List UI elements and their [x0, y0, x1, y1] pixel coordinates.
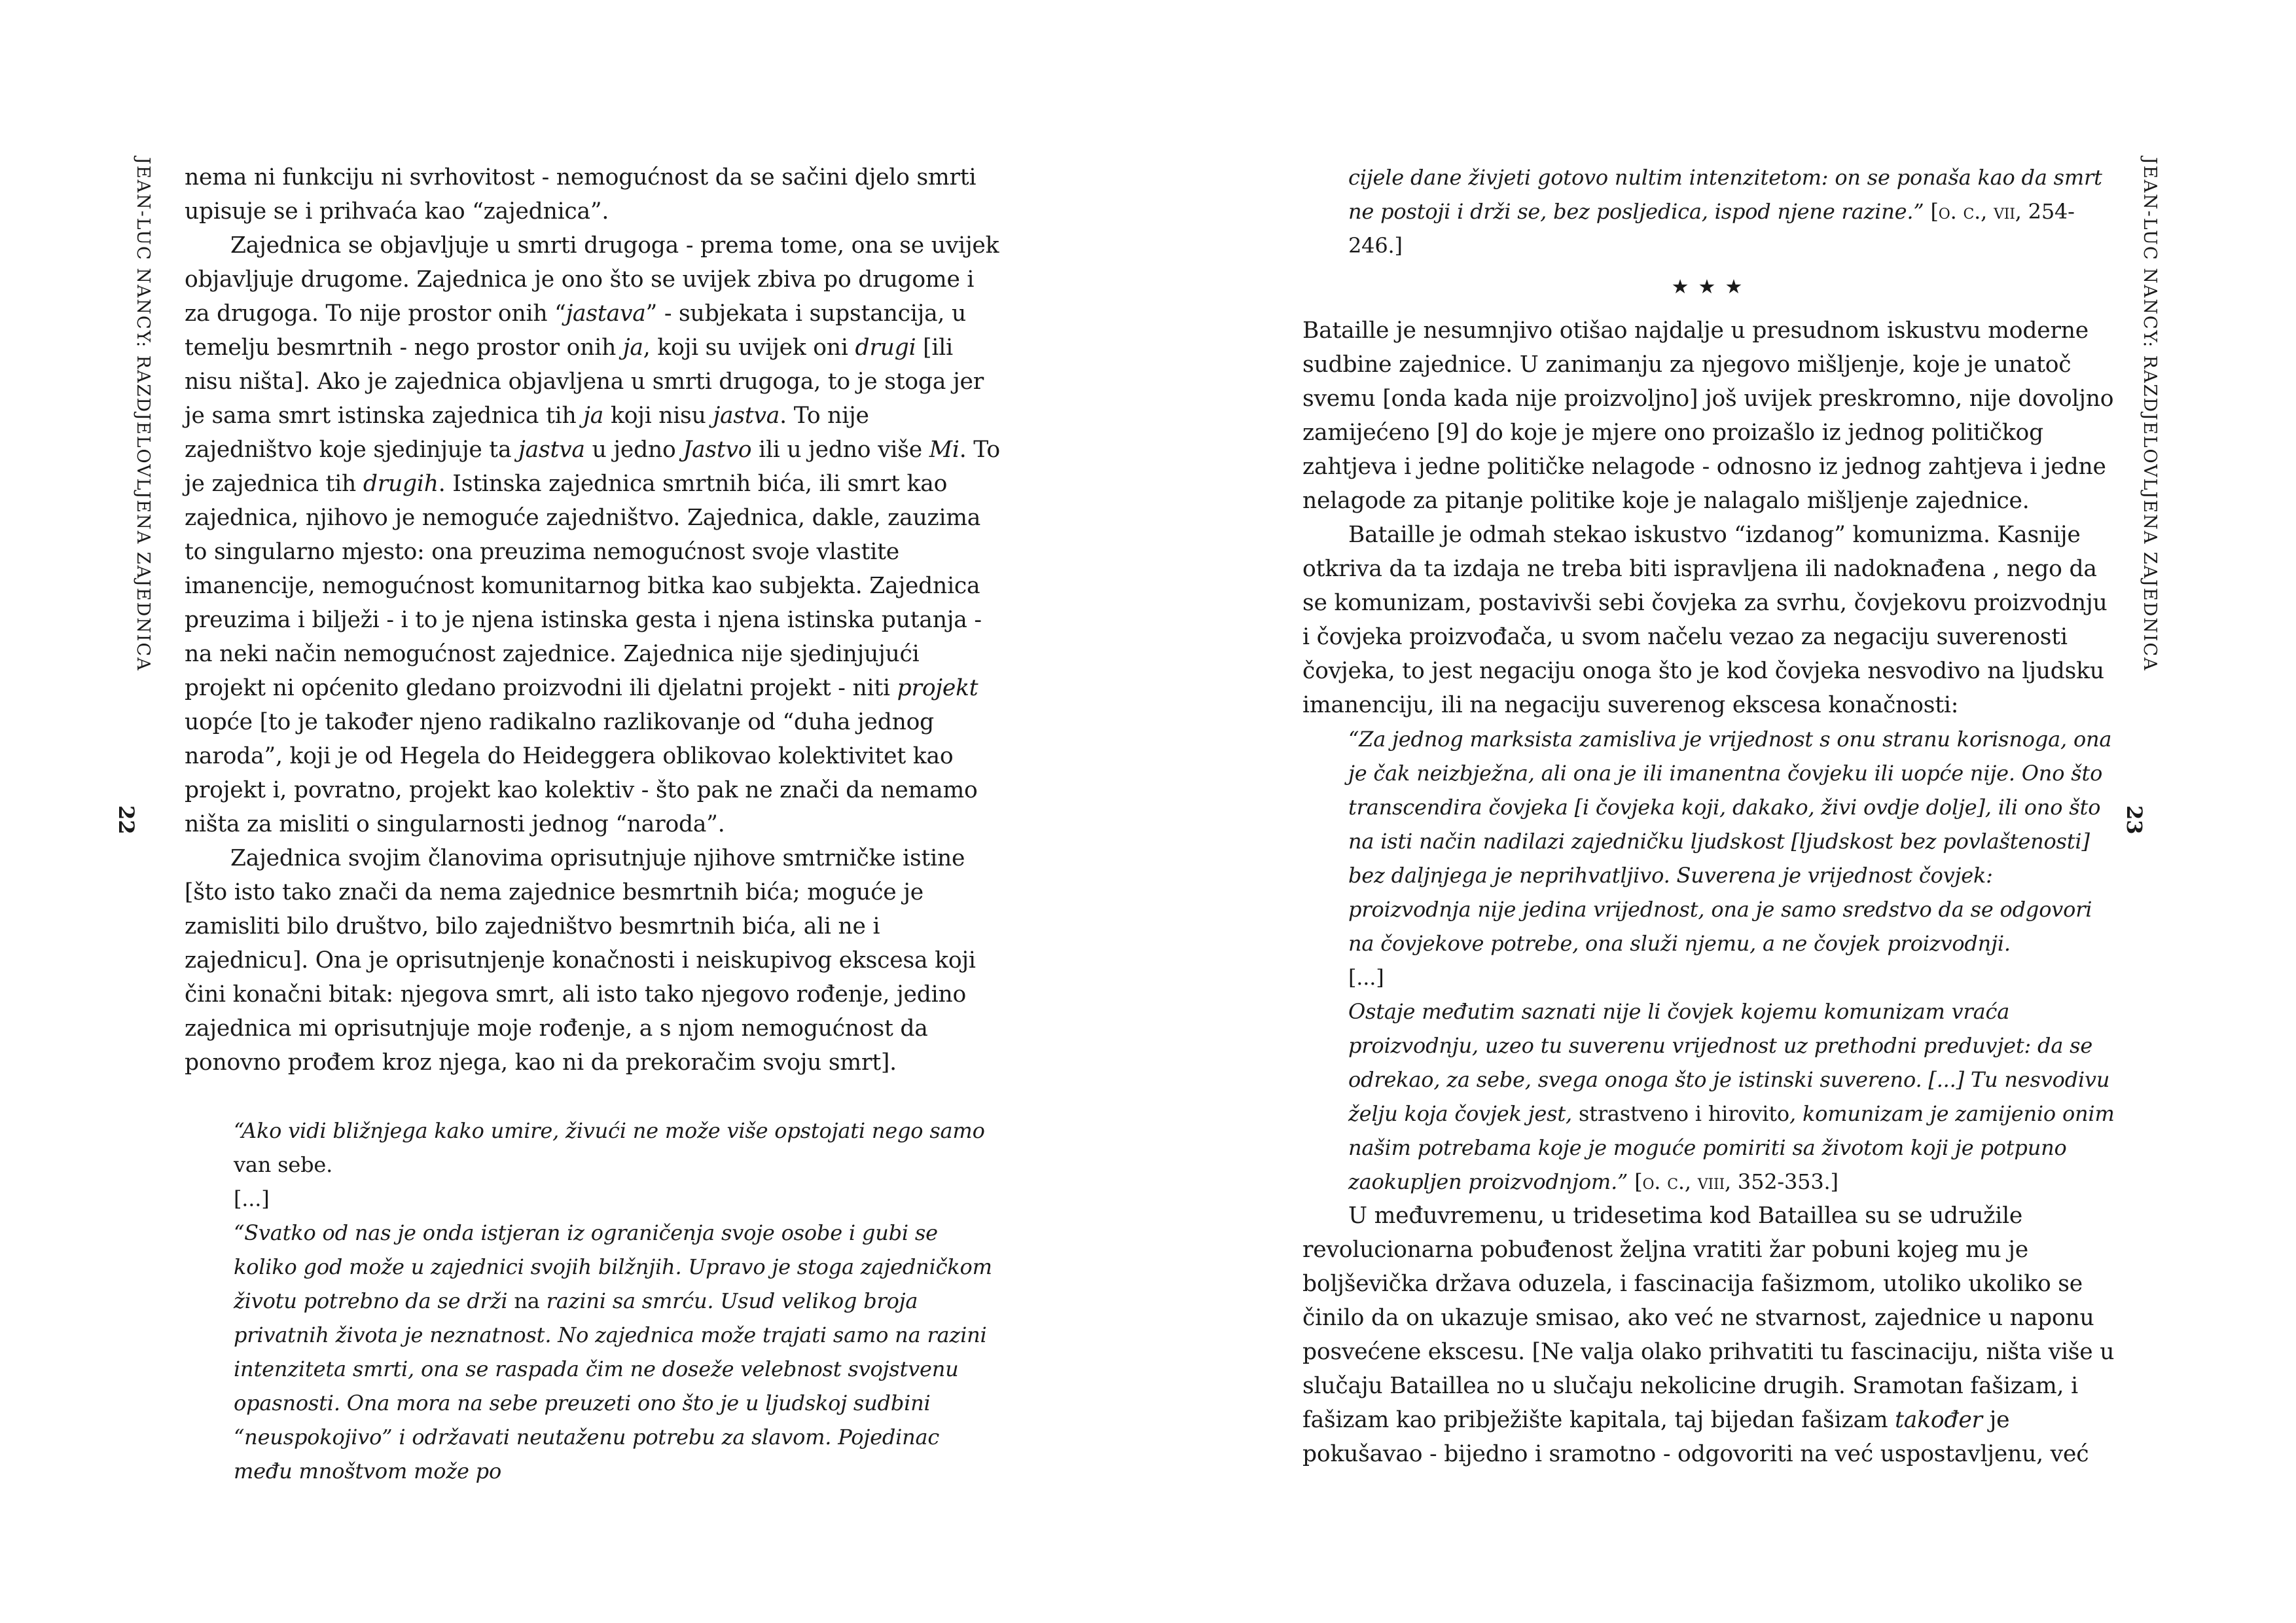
blockquote-ellipsis: [...]: [234, 1186, 270, 1211]
left-page-text: [185, 160, 1003, 1488]
text-run: “Ako vidi bližnjega kako umire, živući ne može više opstojati nego samo: [234, 1118, 985, 1143]
text-run: . To je zajednica tih: [185, 437, 1000, 497]
blockquote-ellipsis-right: [...]: [1348, 965, 1384, 990]
text-run: drugih: [363, 471, 439, 497]
blockquote-bataille-1: [185, 1114, 1003, 1182]
text-run: van sebe.: [234, 1152, 333, 1177]
text-run: drugi: [855, 335, 916, 361]
text-run: ja: [583, 403, 604, 429]
text-run: Zajednica se objavljuje u smrti drugoga - prema tome, ona se uvijek objavljuje drugome. Zajednica je ono što se uvijek zbiva po drugome i za drugoga. To nije prostor onih “: [185, 232, 999, 327]
text-run: jastva: [518, 437, 585, 463]
paragraph-continuation: nema ni funkciju ni svrhovitost - nemogućnost da se sačini djelo smrti upisuje se i prihvaća kao “zajednica”.: [185, 164, 977, 225]
text-run: strastveno i hirovito: [1578, 1101, 1789, 1126]
citation: [o. c., vii, 254-246.]: [1348, 199, 2075, 258]
blockquote-komunizam: [1302, 994, 2121, 1199]
blockquote-continuation: [1302, 160, 2121, 263]
text-run: razini sa smrću. Usud velikog broja privatnih života je neznatnost. No zajednica može trajati samo na razini intenziteta smrti, ona se raspada čim ne doseže velebnost svojstvenu opasnosti. Ona mora na sebe preuzeti ono što je u ljudskoj sudbini “neuspokojivo” i održavati neutaženu potrebu za slavom. Pojedinac među mnoštvom može po: [234, 1288, 987, 1484]
text-run: koji nisu: [603, 403, 713, 429]
text-run: . To nije zajedništvo koje sjedinjuje ta: [185, 403, 869, 463]
text-run: , koji su uvijek oni: [643, 335, 855, 361]
text-run: ” - subjekata i supstancija, u temelju besmrtnih - nego prostor onih: [185, 301, 966, 361]
text-run: uopće [to je također njeno radikalno razlikovanje od “duha jednog naroda”, koji je od Hegela do Heideggera oblikovao kolektivitet kao projekt i, povratno, projekt kao kolektiv - što pak ne znači da nemamo ništa za misliti o singularnosti jednog “naroda”.: [185, 709, 978, 837]
text-run: Ostaje međutim saznati nije li čovjek kojemu komunizam vraća proizvodnju, uzeo tu suverenu vrijednost uz prethodni preduvjet: da se odrekao, za sebe, svega onoga što je istinski suvereno. [...] Tu nesvodivu želju koja čovjek jest,: [1348, 999, 2110, 1126]
text-run: ja: [622, 335, 643, 361]
blockquote-bataille-2: [185, 1216, 1003, 1488]
text-run: jastava: [565, 301, 646, 327]
section-divider-stars: ★★★: [1671, 276, 1752, 299]
text-run: [ili nisu ništa]. Ako je zajednica objavljena u smrti drugoga, to je stoga jer je sama smrt istinska zajednica tih: [185, 335, 984, 429]
page-number-left: 22: [114, 805, 139, 835]
text-run: Mi: [929, 437, 960, 463]
quote-text: cijele dane živjeti gotovo nultim intenzitetom: on se ponaša kao da smrt ne postoji i drži se, bez posljedica, ispod njene razine.”: [1348, 165, 2102, 224]
paragraph-u-medjuvremenu: [1302, 1199, 2121, 1471]
text-run: također: [1895, 1407, 1982, 1433]
paragraph-zajednica-oprisutnjuje: Zajednica svojim članovima oprisutnjuje njihove smtrničke istine [što isto tako znači da nema zajednice besmrtnih bića; moguće je zamisliti bilo društvo, bilo zajedništvo besmrtnih bića, ali ne i zajednicu]. Ona je oprisutnjenje konačnosti i neiskupivog ekscesa koji čini konačni bitak: njegova smrt, ali isto tako njegovo rođenje, jedino zajednica mi oprisutnjuje moje rođenje, a s njom nemogućnost da ponovno prođem kroz njega, kao ni da prekoračim svoju smrt].: [185, 845, 976, 1076]
paragraph-izdani-komunizam: Bataille je odmah stekao iskustvo “izdanog” komunizma. Kasnije otkriva da ta izdaja ne treba biti ispravljena ili nadoknađena , nego da se komunizam, postavivši sebi čovjeka za svrhu, čovjekovu proizvodnju i čovjeka proizvođača, u svom načelu vezao za negaciju suverenosti čovjeka, to jest negaciju onoga što je kod čovjeka nesvodivo na ljudsku imanenciju, ili na negaciju suverenog ekscesa konačnosti:: [1302, 522, 2108, 718]
paragraph-bataille-najdalje: Bataille je nesumnjivo otišao najdalje u presudnom iskustvu moderne sudbine zajednice. U zanimanju za njegovo mišljenje, koje je unatoč svemu [onda kada nije proizvoljno] još uvijek preskromno, nije dovoljno zamijećeno [9] do koje je mjere ono proizašlo iz jednog političkog zahtjeva i jedne političke nelagode - odnosno iz jednog zahtjeva i jedne nelagode za pitanje politike koje je nalagalo mišljenje zajednice.: [1302, 318, 2114, 514]
text-run: je pokušavao - bijedno i sramotno - odgovoriti na već uspostavljenu, već: [1302, 1407, 2089, 1467]
text-run: u jedno: [584, 437, 683, 463]
text-run: . Istinska zajednica smrtnih bića, ili smrt kao zajednica, njihovo je nemoguće zajedništvo. Zajednica, dakle, zauzima to singularno mjesto: ona preuzima nemogućnost svoje vlastite imanencije, nemogućnost komunitarnog bitka kao subjekta. Zajednica preuzima i bilježi - i to je njena istinska gesta i njena istinska putanja - na neki način nemogućnost zajednice. Zajednica nije sjedinjujući projekt ni općenito gledano proizvodni ili djelatni projekt - niti: [185, 471, 982, 701]
page-number-right: 23: [2122, 805, 2147, 835]
text-run: U međuvremenu, u tridesetima kod Batailleа su se udružile revolucionarna pobuđenost željna vratiti žar pobuni kojeg mu je boljševička država oduzela, i fascinacija fašizmom, utoliko ukoliko se činilo da on ukazuje smisao, ako već ne stvarnost, zajednice u naponu posvećene ekscesu. [Ne valja olako prihvatiti tu fascinaciju, ništa više u slučaju Bataillea no u slučaju nekolicine drugih. Sramotan fašizam, i fašizam kao pribježište kapitala, taj bijedan fašizam: [1302, 1203, 2115, 1433]
text-run: , komunizam je zamijenio onim našim potrebama koje je moguće pomiriti sa životom koji je potpuno zaokupljen proizvodnjom.”: [1348, 1101, 2115, 1194]
text-run: ili u jedno više: [751, 437, 929, 463]
running-head-right: JEAN-LUC NANCY: RAZDJELOVLJENA ZAJEDNICA: [2140, 157, 2160, 672]
text-run: Jastvo: [683, 437, 752, 463]
blockquote-marksist: “Za jednog marksista zamisliva je vrijednost s onu stranu korisnoga, ona je čak neizbježna, ali ona je ili imanentna čovjeku ili uopće nije. Ono što transcendira čovjeka [i čovjeka koji, dakako, živi ovdje dolje], ili ono što na isti način nadilazi zajedničku ljudskost [ljudskost bez povlaštenosti] bez daljnjega je neprihvatljivo. Suverena je vrijednost čovjek: proizvodnja nije jedina vrijednost, ona je samo sredstvo da se odgovori na čovjekove potrebe, ona služi njemu, a ne čovjek proizvodnji.: [1348, 727, 2112, 956]
text-run: na: [514, 1288, 540, 1313]
text-run: jastva: [713, 403, 780, 429]
text-run: “Svatko od nas je onda istjeran iz ograničenja svoje osobe i gubi se koliko god može u zajednici svojih bilžnjih. Upravo je stoga zajedničkom životu potrebno da se drži: [234, 1220, 992, 1313]
text-run: [o. c., viii, 352-353.]: [1628, 1169, 1839, 1194]
running-head-left: JEAN-LUC NANCY: RAZDJELOVLJENA ZAJEDNICA: [133, 157, 153, 672]
paragraph-zajednica-objavljuje: [185, 228, 1003, 841]
right-page-text: [1302, 160, 2121, 1471]
text-run: projekt: [897, 675, 978, 701]
